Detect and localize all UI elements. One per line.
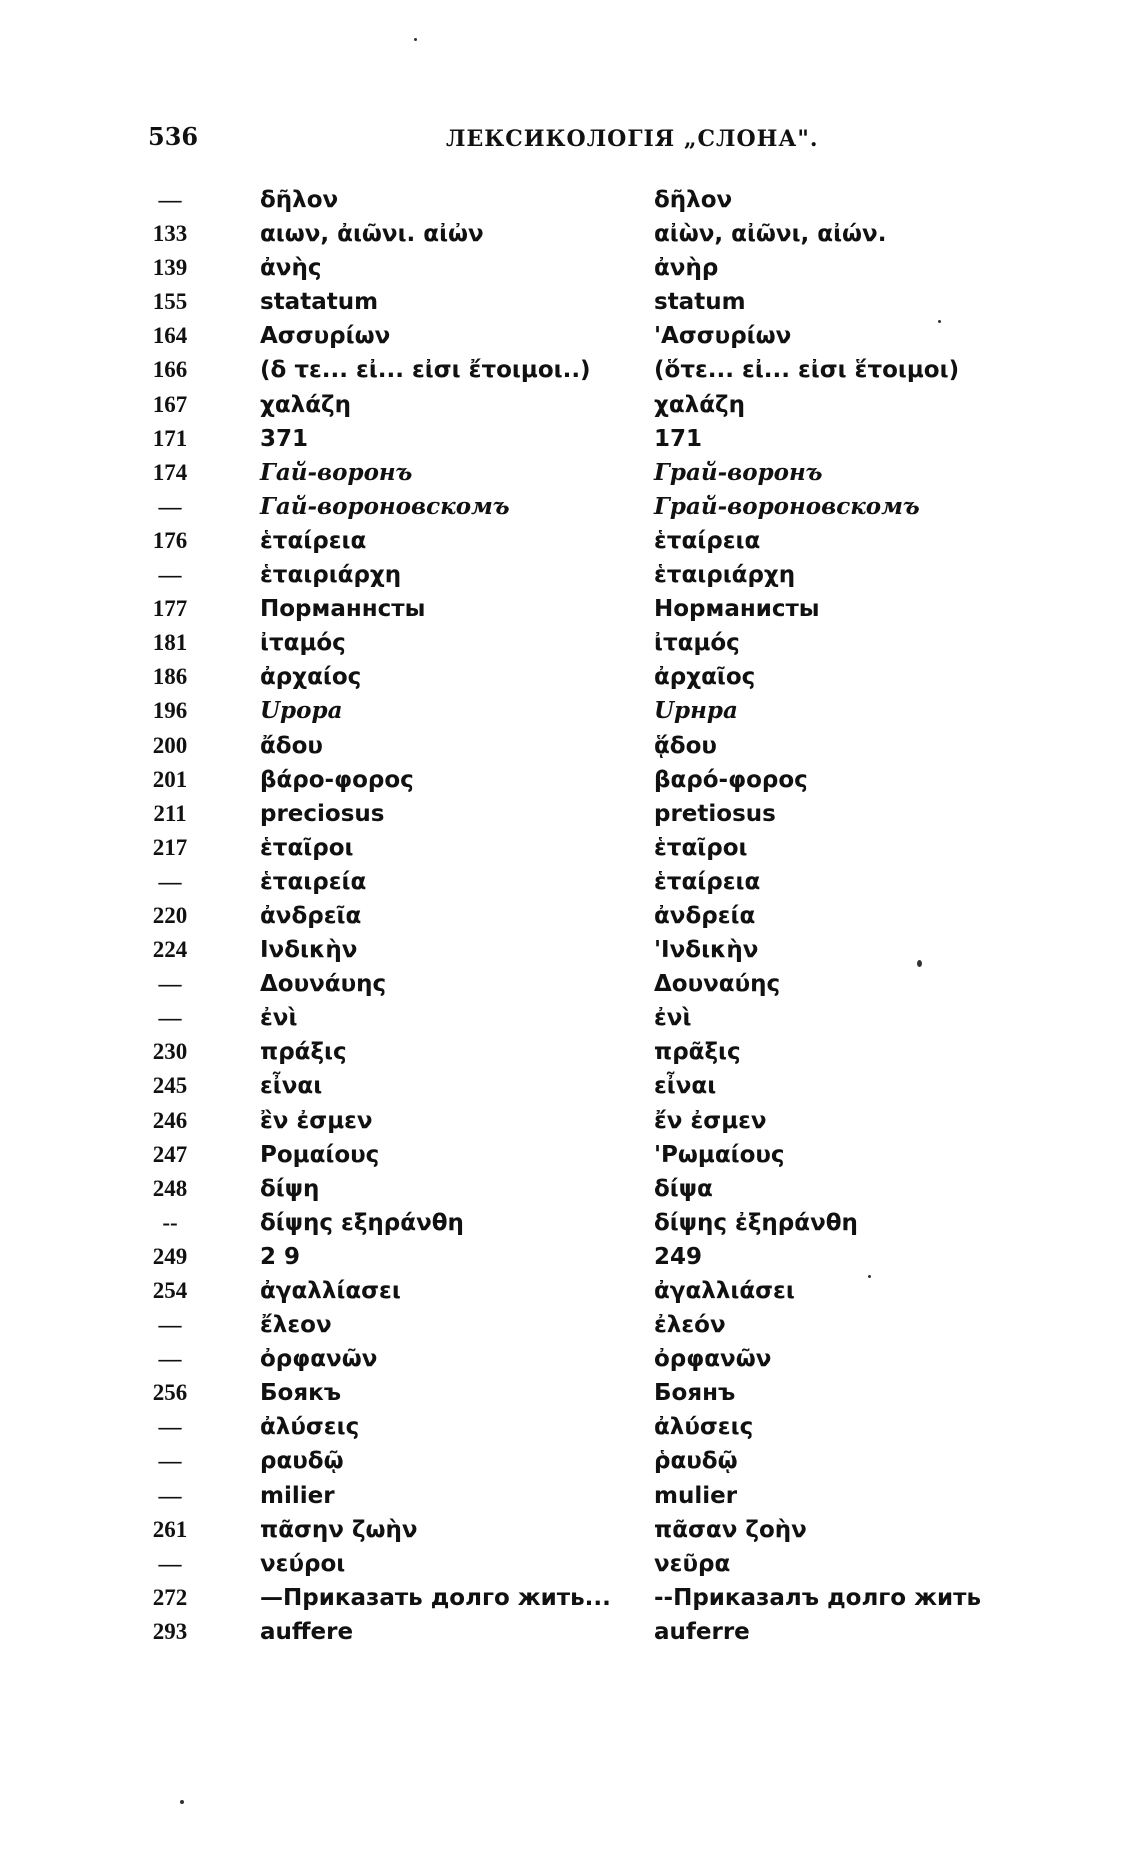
printed-text: 371 — [260, 425, 309, 452]
printed-text: ἀλύσεις — [260, 1414, 360, 1441]
page-ref: — — [158, 868, 182, 894]
corrected-text: ἀρχαῖος — [654, 664, 756, 691]
errata-row — [140, 592, 1000, 626]
corrected-text: πᾶσαν ζοὴν — [654, 1516, 807, 1543]
errata-row — [140, 797, 1000, 831]
printed-text: Uрора — [260, 697, 343, 725]
corrected-text: ἑταίρεια — [654, 527, 761, 554]
errata-row — [140, 865, 1000, 899]
printed-text: 2 9 — [260, 1243, 301, 1270]
printed-text: νεύροι — [260, 1550, 346, 1577]
errata-row — [140, 694, 1000, 728]
errata-row — [140, 1035, 1000, 1069]
page-ref: — — [158, 1550, 182, 1576]
printed-text: Ινδικὴν — [260, 937, 358, 964]
page-ref: — — [158, 1482, 182, 1508]
page-ref: — — [158, 562, 182, 588]
printed-text: ἔλεον — [260, 1312, 332, 1339]
errata-row — [140, 1410, 1000, 1444]
corrected-text: Δουναύης — [654, 971, 781, 998]
printed-text: δίψης εξηράνθη — [260, 1209, 464, 1236]
errata-row — [140, 729, 1000, 763]
corrected-text: Грай-воронъ — [654, 458, 823, 486]
corrected-text: Норманисты — [654, 596, 820, 623]
page-ref: — — [158, 1005, 182, 1031]
ink-speck — [180, 1800, 184, 1804]
page-number: 536 — [148, 122, 199, 151]
corrected-text: νεῦρα — [654, 1550, 731, 1577]
page-ref: 177 — [152, 596, 188, 622]
errata-row — [140, 251, 1000, 285]
printed-text: δῆλον — [260, 187, 339, 213]
page-ref: 220 — [152, 902, 188, 928]
printed-text: Порманнсты — [260, 596, 426, 623]
errata-row — [140, 490, 1000, 524]
ink-speck — [917, 960, 922, 967]
corrected-text: βαρό-φορος — [654, 766, 808, 793]
corrected-text: δῆλον — [654, 187, 733, 213]
corrected-text: Боянъ — [654, 1380, 736, 1407]
errata-row — [140, 1581, 1000, 1615]
corrected-text: ὀρφανῶν — [654, 1346, 772, 1373]
page-ref: 196 — [152, 698, 188, 724]
page-ref: 247 — [152, 1141, 188, 1167]
page-ref: 245 — [152, 1073, 188, 1099]
printed-text: εἶναι — [260, 1073, 323, 1100]
errata-row — [140, 1172, 1000, 1206]
page-ref: 201 — [152, 766, 188, 792]
corrected-text: χαλάζη — [654, 391, 745, 418]
corrected-text: 'Ρωμαίους — [654, 1141, 785, 1168]
printed-text: milier — [260, 1482, 335, 1509]
printed-text: ἑταίρεια — [260, 527, 367, 554]
printed-text: πράξις — [260, 1039, 347, 1066]
corrected-text: pretiosus — [654, 800, 776, 827]
page-ref: 176 — [152, 527, 188, 553]
corrected-text: αἰὼν, αἰῶνι, αἰών. — [654, 221, 887, 248]
page-ref: 139 — [152, 255, 188, 281]
errata-row — [140, 1444, 1000, 1478]
printed-text: Ασσυρίων — [260, 323, 391, 350]
errata-table — [140, 183, 1000, 1649]
printed-text: ἐνὶ — [260, 1005, 298, 1032]
corrected-text: (ὅτε... εἰ... εἰσι ἕτοιμοι) — [654, 357, 960, 384]
printed-text: χαλάζη — [260, 391, 351, 418]
printed-text: ἒν ἐσμεν — [260, 1107, 373, 1134]
corrected-text: ἑταίρεια — [654, 868, 761, 895]
corrected-text: ἑταιριάρχη — [654, 562, 796, 589]
ink-speck — [868, 1275, 871, 1278]
errata-row — [140, 1308, 1000, 1342]
printed-text: (δ τε... εἰ... εἰσι ἔτοιμοι..) — [260, 357, 591, 384]
corrected-text: ἰταμός — [654, 630, 740, 657]
errata-row — [140, 1069, 1000, 1103]
page-ref: 164 — [152, 323, 188, 349]
errata-row — [140, 422, 1000, 456]
page-ref: 217 — [152, 834, 188, 860]
page-ref: — — [158, 187, 182, 212]
corrected-text: 171 — [654, 425, 703, 452]
corrected-text: ᾅδου — [654, 732, 717, 759]
page-ref: 167 — [152, 391, 188, 417]
errata-row — [140, 1138, 1000, 1172]
errata-row — [140, 1001, 1000, 1035]
errata-row — [140, 353, 1000, 387]
page-ref: 248 — [152, 1175, 188, 1201]
printed-text: ἀρχαίος — [260, 664, 362, 691]
printed-text: ἑταιριάρχη — [260, 562, 402, 589]
page-ref: 256 — [152, 1380, 188, 1406]
printed-text: preciosus — [260, 800, 385, 827]
printed-text: Гай-воронъ — [260, 458, 413, 486]
corrected-text: Uрнра — [654, 697, 738, 725]
corrected-text: εἶναι — [654, 1073, 717, 1100]
corrected-text: ἀνδρεία — [654, 902, 756, 929]
printed-text: ἀνὴς — [260, 255, 322, 282]
printed-text: Δουνάυης — [260, 971, 387, 998]
errata-row — [140, 763, 1000, 797]
corrected-text: ἀνὴρ — [654, 255, 719, 282]
printed-text: auffere — [260, 1618, 354, 1645]
corrected-text: auferre — [654, 1618, 750, 1645]
ink-speck — [938, 320, 941, 323]
page-ref: — — [158, 1414, 182, 1440]
errata-row — [140, 456, 1000, 490]
errata-row — [140, 1376, 1000, 1410]
page-ref: 133 — [152, 221, 188, 247]
errata-row — [140, 558, 1000, 592]
page-ref: 155 — [152, 289, 188, 315]
errata-row — [140, 1206, 1000, 1240]
printed-text: statatum — [260, 289, 379, 316]
corrected-text: ἀγαλλιάσει — [654, 1278, 795, 1304]
errata-row — [140, 1547, 1000, 1581]
printed-text: ἀνδρεῖα — [260, 902, 362, 929]
corrected-text: ἀλύσεις — [654, 1414, 754, 1441]
page-ref: 211 — [153, 800, 187, 826]
printed-text: ἰταμός — [260, 630, 346, 657]
corrected-text: 'Ασσυρίων — [654, 323, 792, 350]
corrected-text: δίψης ἐξηράνθη — [654, 1209, 858, 1236]
corrected-text: ἔν ἐσμεν — [654, 1107, 767, 1134]
errata-row — [140, 660, 1000, 694]
page-ref: 230 — [152, 1039, 188, 1065]
page-ref: 171 — [152, 425, 188, 451]
printed-text: ραυδῷ — [260, 1448, 344, 1475]
corrected-text: ἑταῖροι — [654, 834, 748, 861]
corrected-text: ἐλεόν — [654, 1312, 726, 1339]
errata-row — [140, 1342, 1000, 1376]
running-title: ЛЕКСИКОЛОГІЯ „СЛОНА". — [446, 126, 819, 152]
corrected-text: --Приказалъ долго жить — [654, 1584, 981, 1611]
errata-row — [140, 831, 1000, 865]
corrected-text: δίψα — [654, 1175, 713, 1202]
corrected-text: 249 — [654, 1243, 703, 1270]
errata-row — [140, 388, 1000, 422]
errata-row — [140, 319, 1000, 353]
printed-text: Боякъ — [260, 1380, 341, 1407]
page-ref: 224 — [152, 937, 188, 963]
page-ref: 293 — [152, 1618, 188, 1644]
page-ref: 166 — [152, 357, 188, 383]
page-ref: 249 — [152, 1243, 188, 1269]
printed-text: Ρομαίους — [260, 1141, 380, 1168]
printed-text: ἑταῖροι — [260, 834, 354, 861]
printed-text: Гай-вороновскомъ — [260, 492, 510, 520]
errata-row — [140, 1513, 1000, 1547]
corrected-text: ἐνὶ — [654, 1005, 692, 1032]
page-ref: — — [158, 1312, 182, 1338]
printed-text: ὀρφανῶν — [260, 1346, 378, 1373]
page-ref: 186 — [152, 664, 188, 690]
corrected-text: 'Ινδικὴν — [654, 937, 759, 964]
page-ref: 261 — [152, 1516, 188, 1542]
errata-row — [140, 967, 1000, 1001]
page-ref: — — [158, 493, 182, 519]
corrected-text: ῥαυδῷ — [654, 1448, 738, 1475]
errata-row — [140, 933, 1000, 967]
printed-text: δίψη — [260, 1175, 320, 1202]
printed-text: αιων, ἀιῶνι. αἰὠν — [260, 221, 484, 248]
page-ref: 254 — [152, 1278, 188, 1303]
page-ref: 246 — [152, 1107, 188, 1133]
page-ref: 200 — [152, 732, 188, 758]
page-ref: 272 — [152, 1584, 188, 1610]
errata-row — [140, 626, 1000, 660]
printed-text: —Приказать долго жить... — [260, 1584, 611, 1611]
corrected-text: πρᾶξις — [654, 1039, 741, 1066]
ink-speck — [414, 38, 417, 41]
errata-row — [140, 285, 1000, 319]
errata-row — [140, 217, 1000, 251]
errata-row — [140, 1104, 1000, 1138]
errata-row — [140, 524, 1000, 558]
errata-row — [140, 1615, 1000, 1649]
corrected-text: Грай-вороновскомъ — [654, 492, 920, 520]
printed-text: βάρο-φορος — [260, 766, 414, 793]
printed-text: ἄδου — [260, 732, 323, 759]
page-ref: -- — [162, 1209, 178, 1235]
printed-text: πᾶσην ζωὴν — [260, 1516, 418, 1543]
page-ref: 181 — [152, 630, 188, 656]
errata-row — [140, 183, 1000, 217]
corrected-text: mulier — [654, 1482, 738, 1509]
errata-row — [140, 1274, 1000, 1308]
corrected-text: statum — [654, 289, 746, 316]
printed-text: ἀγαλλίασει — [260, 1278, 401, 1304]
errata-row — [140, 899, 1000, 933]
errata-row — [140, 1479, 1000, 1513]
printed-text: ἑταιρεία — [260, 868, 367, 895]
page-ref: — — [158, 971, 182, 997]
page-ref: — — [158, 1346, 182, 1372]
errata-row — [140, 1240, 1000, 1274]
page-ref: 174 — [152, 459, 188, 485]
page-ref: — — [158, 1448, 182, 1474]
